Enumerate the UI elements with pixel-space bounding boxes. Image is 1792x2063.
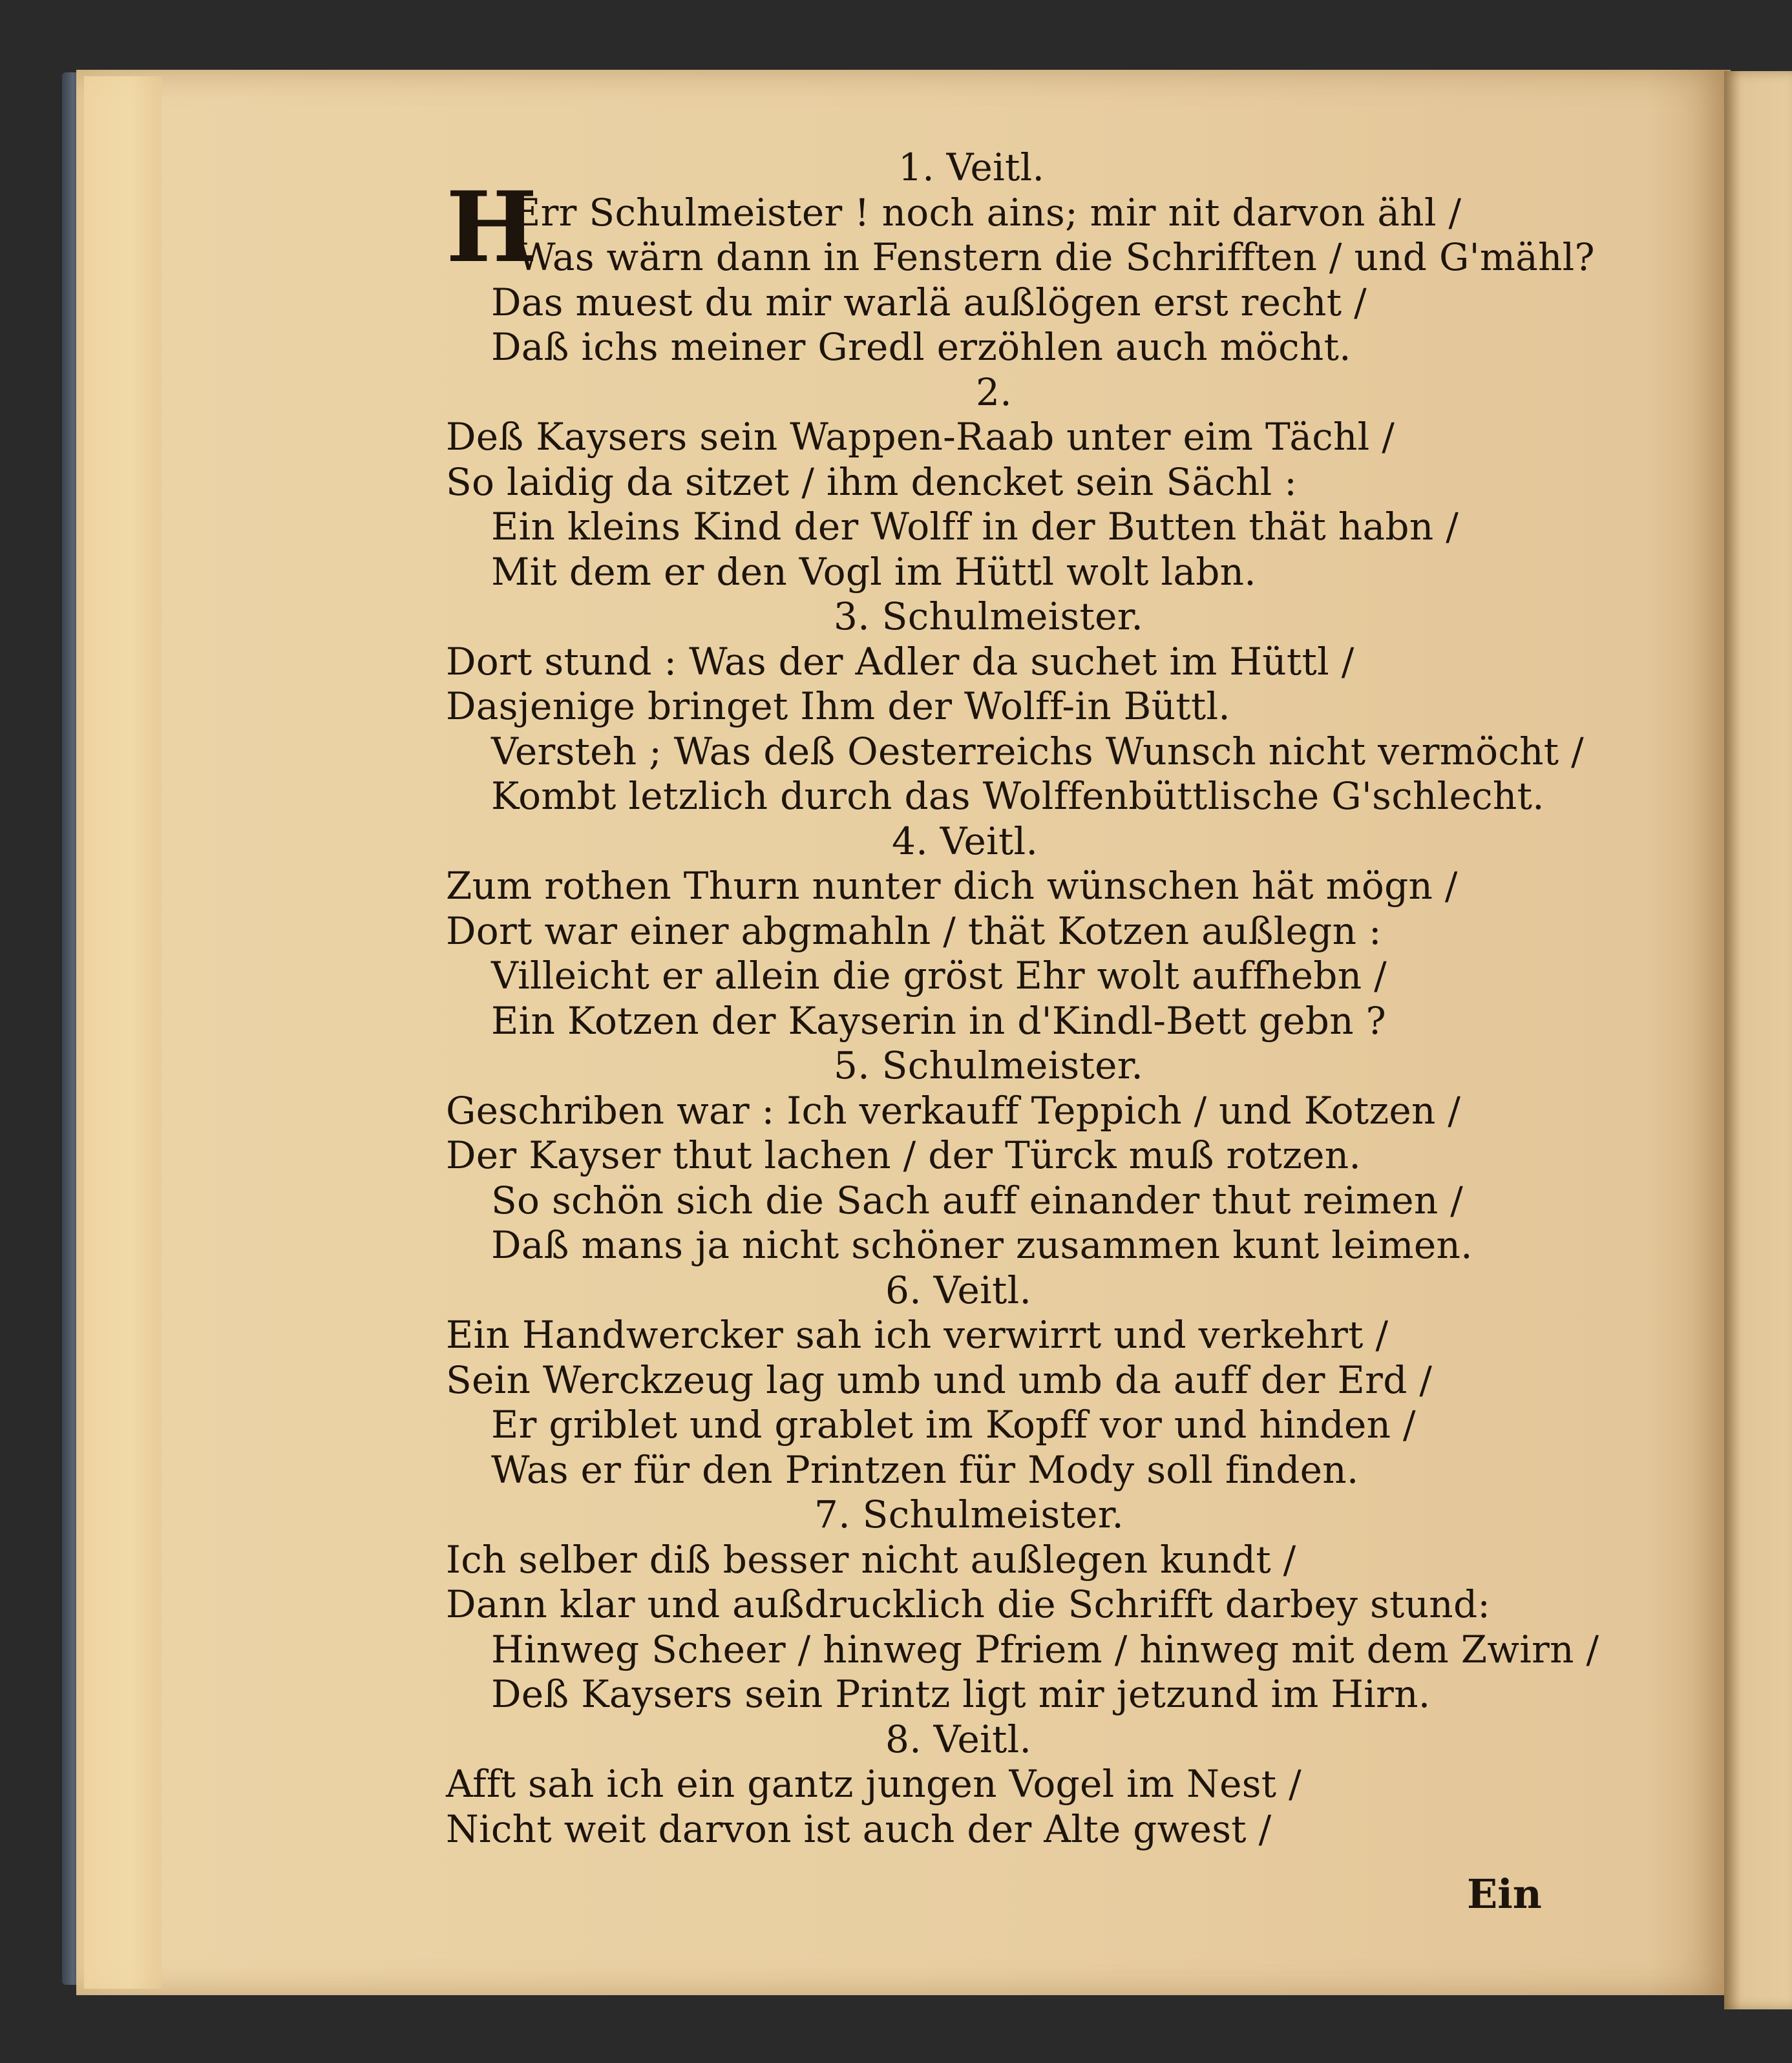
verse-line: Ich selber diß besser nicht außlegen kundt / <box>446 1537 1296 1582</box>
verse-text: Was wärn dann in Fenstern die Schrifften / und G'mähl? <box>517 235 1595 279</box>
verse-line: Daß mans ja nicht schöner zusammen kunt leimen. <box>491 1223 1473 1267</box>
stanza-heading: 8. Veitl. <box>885 1717 1032 1761</box>
verse-line: Er griblet und grablet im Kopff vor und hinden / <box>491 1403 1416 1447</box>
verse-line: Das muest du mir warlä außlögen erst recht / <box>491 280 1367 324</box>
poem-text <box>446 145 1599 1852</box>
verse-line: So schön sich die Sach auff einander thut reimen / <box>491 1178 1464 1222</box>
verse-line: Nicht weit darvon ist auch der Alte gwest / <box>446 1806 1272 1851</box>
verse-line: Sein Werckzeug lag umb und umb da auff der Erd / <box>446 1357 1433 1402</box>
verse-line: Afft sah ich ein gantz jungen Vogel im Nest / <box>446 1762 1302 1806</box>
stanza-heading: 1. Veitl. <box>898 145 1045 189</box>
verse-line: Villeicht er allein die gröst Ehr wolt auffhebn / <box>491 954 1387 998</box>
drop-cap: H <box>446 170 538 284</box>
verse-line: Ein Kotzen der Kayserin in d'Kindl-Bett gebn ? <box>491 998 1386 1043</box>
verse-line: Dasjenige bringet Ihm der Wolff-in Büttl. <box>446 684 1231 728</box>
verse-line: Geschriben war : Ich verkauff Teppich / und Kotzen / <box>446 1088 1461 1133</box>
verse-line: Ein Handwercker sah ich verwirrt und verkehrt / <box>446 1313 1389 1357</box>
verse-text: Err Schulmeister ! noch ains; mir nit darvon ähl / <box>513 190 1462 235</box>
facing-page-edge <box>1724 71 1792 2009</box>
stanza-heading: 6. Veitl. <box>885 1268 1032 1312</box>
verse-line: Hinweg Scheer / hinweg Pfriem / hinweg mit dem Zwirn / <box>491 1627 1599 1671</box>
verse-line: Daß ichs meiner Gredl erzöhlen auch möcht. <box>491 325 1351 369</box>
verse-line <box>446 235 1595 280</box>
catchword: Ein <box>1467 1870 1542 1918</box>
page-gutter <box>84 76 162 1989</box>
verse-line: Dann klar und außdrucklich die Schrifft darbey stund: <box>446 1582 1491 1626</box>
verse-line: Ein kleins Kind der Wolff in der Butten thät habn / <box>491 505 1459 549</box>
verse-line: Versteh ; Was deß Oesterreichs Wunsch nicht vermöcht / <box>491 729 1584 773</box>
verse-line: Der Kayser thut lachen / der Türck muß rotzen. <box>446 1133 1362 1177</box>
verse-line: Was er für den Printzen für Mody soll finden. <box>491 1447 1359 1492</box>
verse-line: Deß Kaysers sein Wappen-Raab unter eim Tächl / <box>446 415 1395 459</box>
verse-line: Deß Kaysers sein Printz ligt mir jetzund im Hirn. <box>491 1672 1431 1716</box>
verse-line: Mit dem er den Vogl im Hüttl wolt labn. <box>491 549 1257 594</box>
stanza-heading: 7. Schulmeister. <box>814 1492 1124 1536</box>
verse-line: Zum rothen Thurn nunter dich wünschen hät mögn / <box>446 864 1458 908</box>
verse-line: So laidig da sitzet / ihm dencket sein Sächl : <box>446 459 1298 504</box>
verse-line: Dort stund : Was der Adler da suchet im Hüttl / <box>446 639 1355 684</box>
stanza-heading: 3. Schulmeister. <box>834 594 1144 638</box>
verse-line: Kombt letzlich durch das Wolffenbüttlische G'schlecht. <box>491 774 1544 818</box>
stanza-heading: 2. <box>976 370 1012 414</box>
verse-line: Dort war einer abgmahln / thät Kotzen außlegn : <box>446 908 1382 953</box>
stanza-heading: 4. Veitl. <box>892 819 1038 863</box>
stanza-heading: 5. Schulmeister. <box>834 1043 1144 1087</box>
